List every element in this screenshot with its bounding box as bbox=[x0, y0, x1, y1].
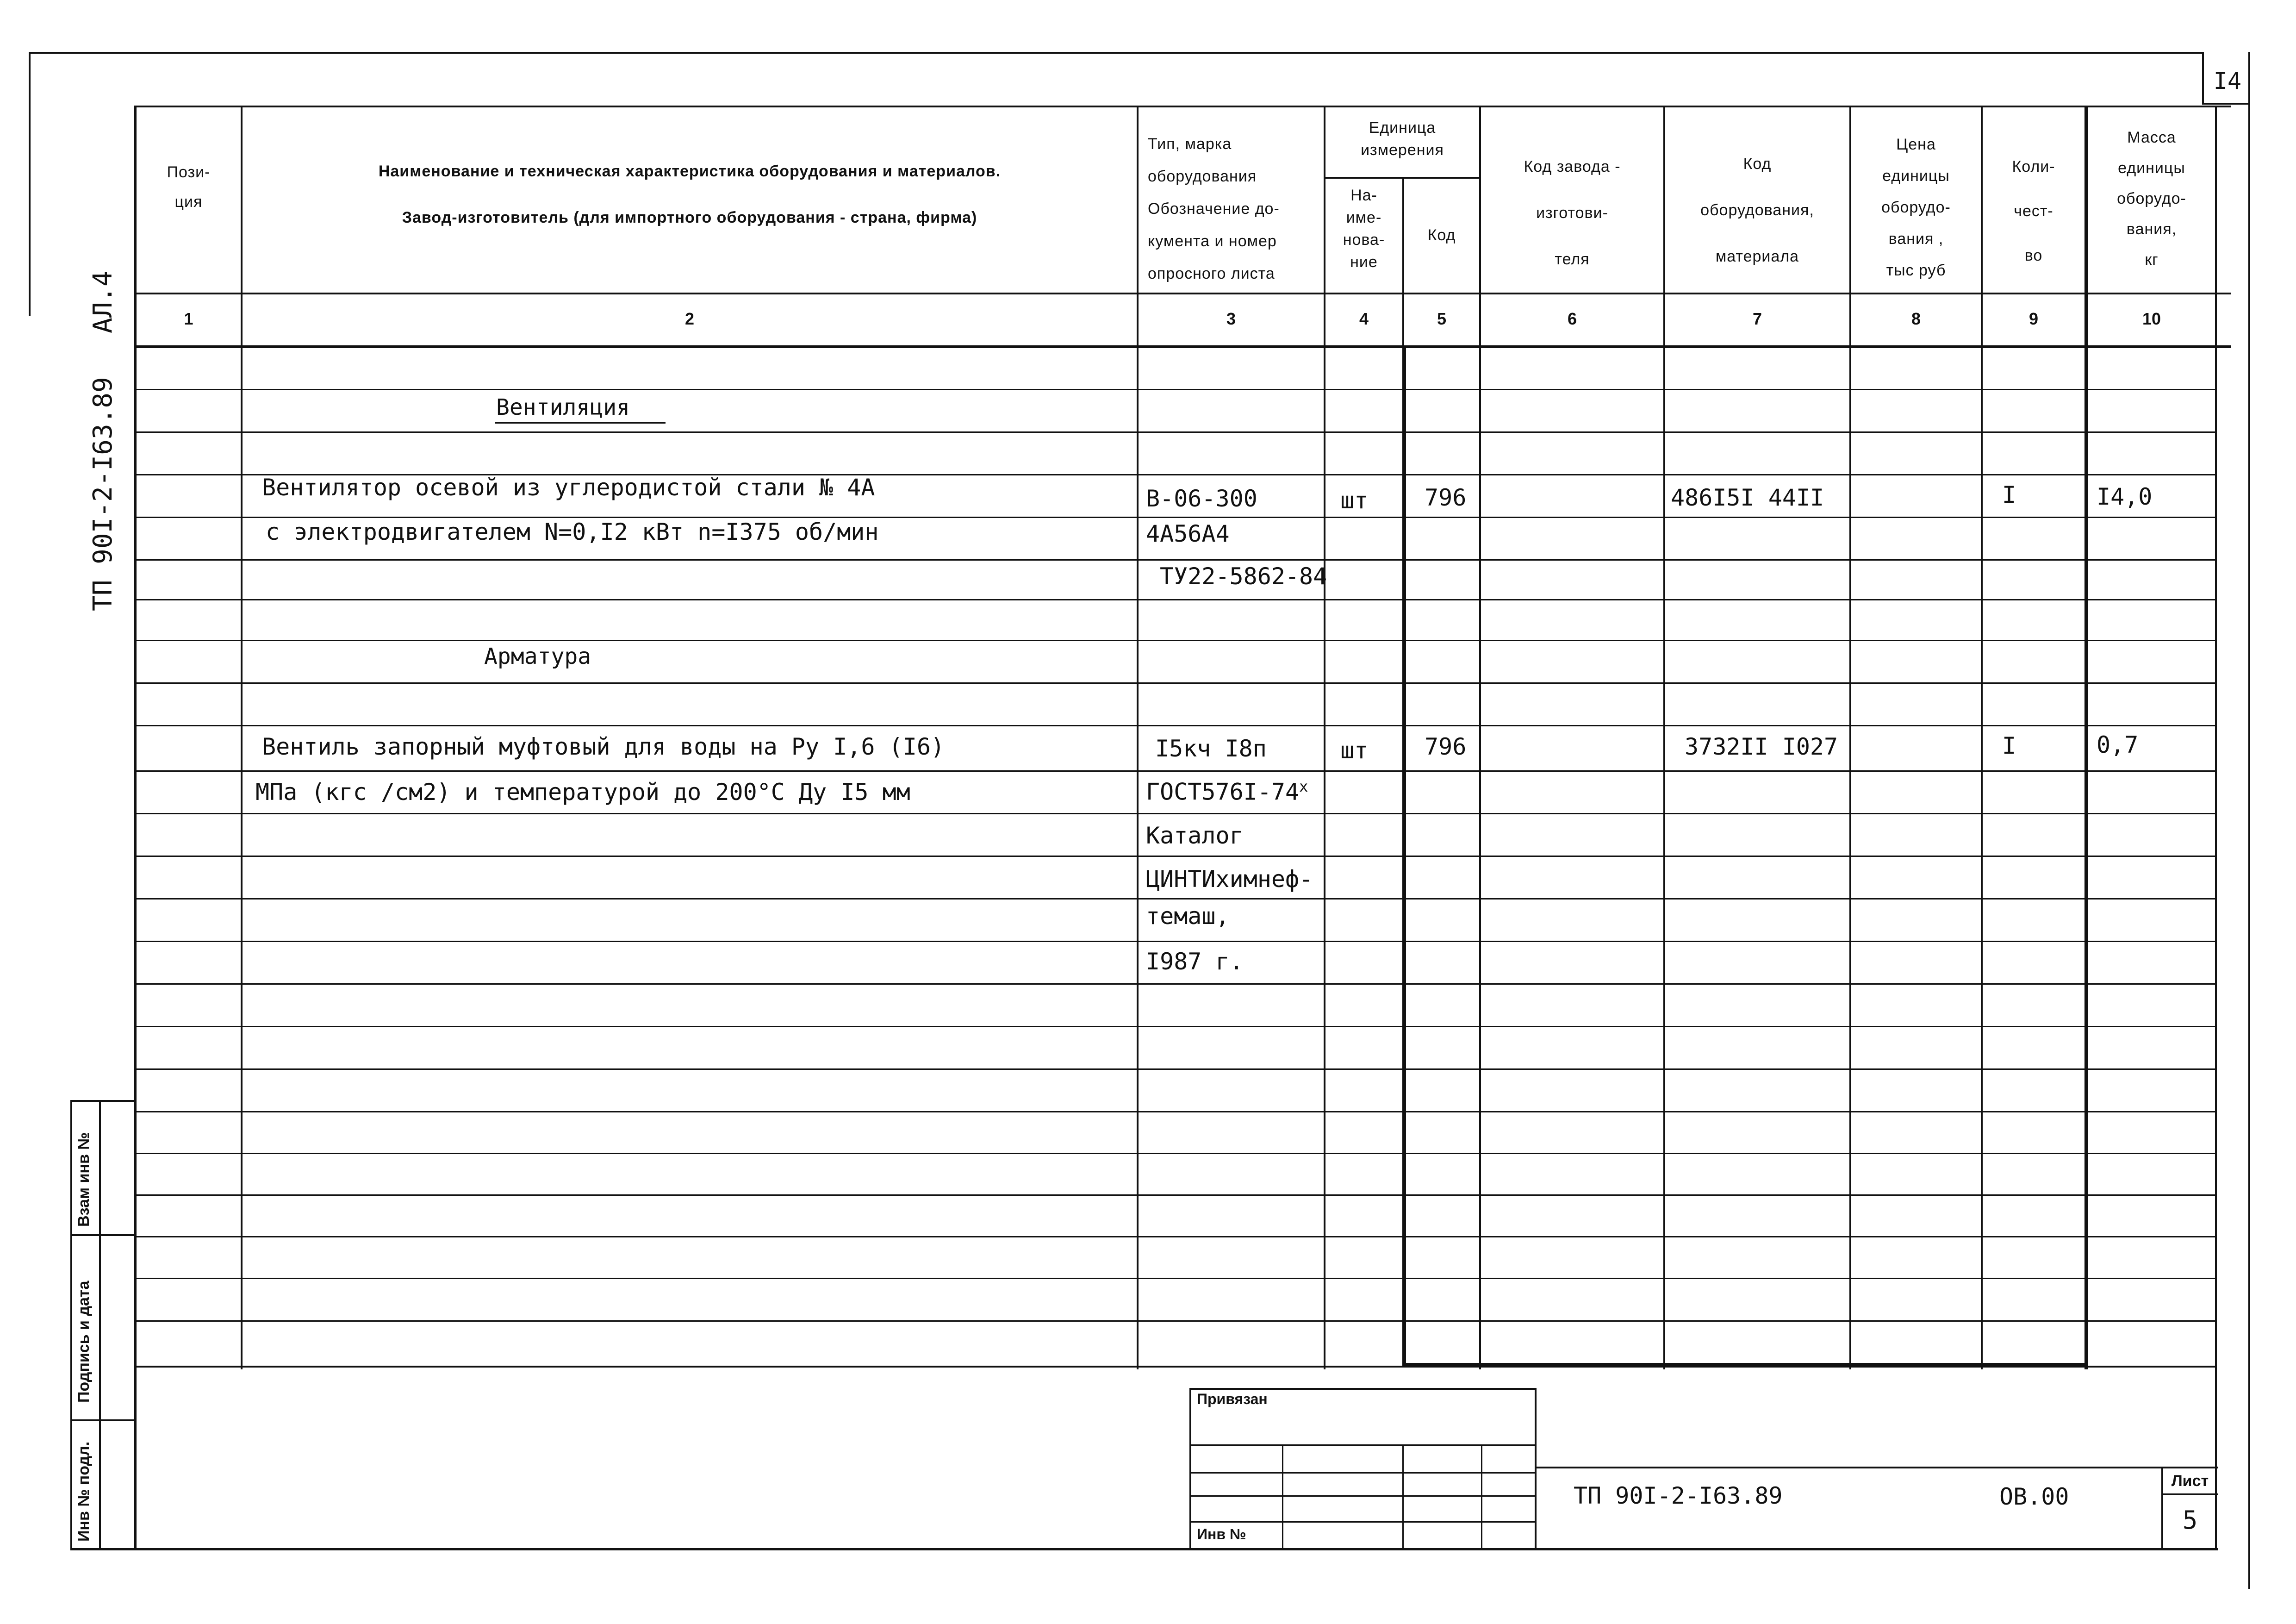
stamp-top bbox=[70, 1100, 136, 1102]
fan-unit-code: 796 bbox=[1425, 484, 1467, 511]
row-line bbox=[134, 725, 2217, 726]
row-line bbox=[134, 1236, 2217, 1237]
column-number-3: 3 bbox=[1226, 309, 1236, 328]
valve-type-1: I5кч I8п bbox=[1155, 735, 1267, 762]
corner-box-left bbox=[2202, 52, 2204, 103]
row-line bbox=[134, 1111, 2217, 1112]
col-line-6 bbox=[1663, 106, 1665, 1369]
header-line: кумента и номер bbox=[1148, 232, 1277, 250]
right-border bbox=[2248, 52, 2250, 1589]
header-line: материала bbox=[1715, 248, 1799, 265]
row-line bbox=[134, 1153, 2217, 1154]
valve-description-line1: Вентиль запорный муфтовый для воды на Ру I,6 (I6) bbox=[262, 733, 945, 760]
col-line-5 bbox=[1479, 106, 1481, 1369]
left-top-border bbox=[29, 52, 31, 316]
header-line: име- bbox=[1346, 209, 1382, 226]
column-number-4: 4 bbox=[1359, 309, 1369, 328]
col-line-7 bbox=[1849, 106, 1851, 1369]
table-body-bottom bbox=[134, 1366, 2217, 1368]
column-number-8: 8 bbox=[1911, 309, 1921, 328]
tb-privyazan-top bbox=[1189, 1388, 1537, 1390]
valve-unit-code: 796 bbox=[1425, 733, 1467, 760]
tb-row-2 bbox=[1189, 1472, 1537, 1474]
column-number-5: 5 bbox=[1437, 309, 1447, 328]
valve-description-line2: МПа (кгс /см2) и температурой до 200°С Ду I5 мм bbox=[255, 779, 910, 806]
tb-privyazan-label: Привязан bbox=[1197, 1391, 1268, 1407]
stamp-divider-2 bbox=[70, 1419, 136, 1421]
header-line: единицы bbox=[1882, 167, 1950, 185]
tb-sheet-divider bbox=[2161, 1493, 2218, 1495]
tb-mark: ОВ.00 bbox=[1999, 1483, 2069, 1510]
fan-type-1: В-06-300 bbox=[1146, 485, 1257, 512]
valve-material-code: 3732II I027 bbox=[1685, 733, 1838, 760]
header-line: ние bbox=[1350, 253, 1378, 271]
valve-type-6: I987 г. bbox=[1146, 948, 1244, 975]
column-number-2: 2 bbox=[684, 309, 695, 328]
header-line: Код bbox=[1743, 155, 1772, 173]
valve-qty: I bbox=[2002, 732, 2016, 759]
header-line: чест- bbox=[2014, 202, 2053, 220]
column-number-6: 6 bbox=[1567, 309, 1577, 328]
header-line: во bbox=[2024, 247, 2043, 264]
tb-row-3 bbox=[1189, 1495, 1537, 1497]
header-line: Завод-изготовитель (для импортного оборудования - страна, фирма) bbox=[402, 209, 977, 226]
header-line: Единица bbox=[1369, 119, 1436, 137]
table-top bbox=[134, 106, 2231, 107]
column-number-9: 9 bbox=[2028, 309, 2039, 328]
col-line-9 bbox=[2084, 106, 2088, 1369]
valve-type-2 bbox=[1146, 778, 1308, 806]
valve-mass: 0,7 bbox=[2097, 731, 2139, 758]
section-ventilation-underline bbox=[495, 422, 666, 424]
column-number-1: 1 bbox=[184, 309, 193, 328]
row-line bbox=[134, 856, 2217, 857]
row-line bbox=[134, 682, 2217, 684]
row-line bbox=[134, 599, 2217, 600]
header-line: Цена bbox=[1896, 136, 1936, 153]
stamp-divider-1 bbox=[70, 1234, 136, 1236]
corner-box-bottom bbox=[2202, 103, 2250, 105]
fan-qty: I bbox=[2002, 481, 2016, 508]
header-col3 bbox=[1139, 128, 1324, 290]
stamp-vzam-label: Взам инв № bbox=[75, 1132, 93, 1227]
tb-row-4 bbox=[1189, 1521, 1537, 1523]
row-line bbox=[134, 1320, 2217, 1322]
header-col2 bbox=[243, 148, 1137, 241]
valve-type-4: ЦИНТИхимнеф- bbox=[1146, 866, 1313, 893]
header-line: вания , bbox=[1888, 230, 1944, 248]
fan-description-line1: Вентилятор осевой из углеродистой стали № 4А bbox=[262, 474, 875, 501]
header-line: кг bbox=[2145, 251, 2159, 269]
row-line bbox=[134, 770, 2217, 772]
tb-col-2 bbox=[1402, 1444, 1404, 1550]
row-line bbox=[134, 1026, 2217, 1027]
valve-type-5: темаш, bbox=[1146, 903, 1230, 930]
tb-row-1 bbox=[1189, 1444, 1537, 1446]
header-col5: Код bbox=[1427, 226, 1456, 244]
col-line-2 bbox=[1137, 106, 1139, 1369]
header-line: единицы bbox=[2118, 159, 2185, 177]
row-line bbox=[134, 983, 2217, 985]
header-line: вания, bbox=[2126, 220, 2177, 238]
header-line: Наименование и техническая характеристика оборудования и материалов. bbox=[378, 162, 1001, 180]
header-line: теля bbox=[1555, 250, 1590, 268]
row-line bbox=[134, 431, 2217, 433]
header-line: Пози- bbox=[167, 163, 211, 181]
header-col7 bbox=[1665, 141, 1849, 280]
header-line: Коли- bbox=[2012, 158, 2055, 175]
fan-description-line2: с электродвигателем N=0,I2 кВт n=I375 об/мин bbox=[266, 518, 879, 545]
row-line bbox=[134, 1194, 2217, 1196]
section-ventilation: Вентиляция bbox=[496, 394, 630, 420]
row-line bbox=[134, 1278, 2217, 1279]
col-line-right bbox=[2215, 106, 2217, 1550]
header-unit-group bbox=[1325, 117, 1479, 161]
header-col8 bbox=[1851, 129, 1981, 286]
tb-col-3 bbox=[1481, 1444, 1482, 1550]
header-line: Масса bbox=[2127, 129, 2176, 146]
tb-sheet-number: 5 bbox=[2182, 1505, 2198, 1535]
row-line bbox=[134, 941, 2217, 942]
row-line bbox=[134, 559, 2217, 561]
header-col6 bbox=[1481, 144, 1663, 282]
header-line: опросного листа bbox=[1148, 265, 1275, 282]
header-line: оборудо- bbox=[2117, 190, 2186, 207]
col-line-1 bbox=[241, 106, 243, 1369]
corner-sheet-number: I4 bbox=[2213, 68, 2242, 94]
tb-col-1 bbox=[1282, 1444, 1283, 1550]
tb-left bbox=[1189, 1388, 1191, 1550]
section-armature: Арматура bbox=[484, 643, 591, 669]
numbers-bottom bbox=[134, 345, 2231, 348]
header-col10 bbox=[2088, 122, 2215, 275]
valve-unit: шт bbox=[1340, 737, 1369, 764]
fan-material-code: 486I5I 44II bbox=[1671, 484, 1824, 511]
row-line bbox=[134, 898, 2217, 899]
header-line: На- bbox=[1350, 187, 1377, 204]
header-col1 bbox=[137, 157, 241, 217]
tb-right-of-privyazan bbox=[1535, 1388, 1537, 1550]
fan-mass: I4,0 bbox=[2097, 483, 2153, 510]
header-line: Код завода - bbox=[1524, 158, 1621, 175]
valve-type-2-text: ГОСТ576I-74 bbox=[1146, 778, 1300, 806]
stamp-inv-label: Инв № подл. bbox=[75, 1441, 93, 1542]
row-line bbox=[134, 1068, 2217, 1070]
header-line: оборудования bbox=[1148, 168, 1257, 185]
header-line: нова- bbox=[1343, 231, 1385, 249]
header-col4 bbox=[1325, 184, 1402, 273]
fan-unit: шт bbox=[1340, 487, 1369, 514]
row-line bbox=[134, 640, 2217, 641]
stamp-inner-line bbox=[99, 1100, 101, 1550]
row-line bbox=[134, 389, 2217, 390]
side-project-code: ТП 90I-2-I63.89 bbox=[88, 377, 118, 611]
header-line: оборудования, bbox=[1700, 201, 1814, 219]
header-line: тыс руб bbox=[1886, 262, 1946, 279]
header-line: Тип, марка bbox=[1148, 135, 1232, 153]
tb-code-top bbox=[1535, 1467, 2218, 1468]
top-border bbox=[29, 52, 2204, 54]
column-number-7: 7 bbox=[1752, 309, 1762, 328]
row-line bbox=[134, 813, 2217, 814]
fan-type-3: ТУ22-5862-84 bbox=[1160, 563, 1327, 590]
header-line: измерения bbox=[1361, 141, 1444, 159]
fan-type-2: 4А56А4 bbox=[1146, 520, 1230, 547]
column-number-10: 10 bbox=[2142, 309, 2161, 328]
tb-doc-code: ТП 90I-2-I63.89 bbox=[1574, 1482, 1783, 1509]
header-line: ция bbox=[174, 193, 203, 211]
bottom-border bbox=[70, 1548, 2218, 1550]
valve-type-2-superscript: x bbox=[1299, 778, 1308, 795]
tb-sheet-label: Лист bbox=[2171, 1472, 2209, 1490]
row-line bbox=[134, 517, 2217, 518]
side-album-code: АЛ.4 bbox=[88, 271, 118, 333]
stamp-left-line bbox=[70, 1100, 72, 1550]
header-line: изготови- bbox=[1536, 204, 1608, 222]
col-line-3 bbox=[1324, 106, 1325, 1369]
col-line-8 bbox=[1981, 106, 1983, 1369]
header-col9 bbox=[1983, 144, 2084, 278]
tb-inv-label: Инв № bbox=[1197, 1526, 1246, 1543]
header-line: оборудо- bbox=[1881, 199, 1951, 216]
valve-type-3: Каталог bbox=[1146, 822, 1244, 849]
header-bottom bbox=[134, 293, 2231, 294]
header-line: Обозначение до- bbox=[1148, 200, 1280, 218]
stamp-podpis-label: Подпись и дата bbox=[75, 1280, 93, 1403]
